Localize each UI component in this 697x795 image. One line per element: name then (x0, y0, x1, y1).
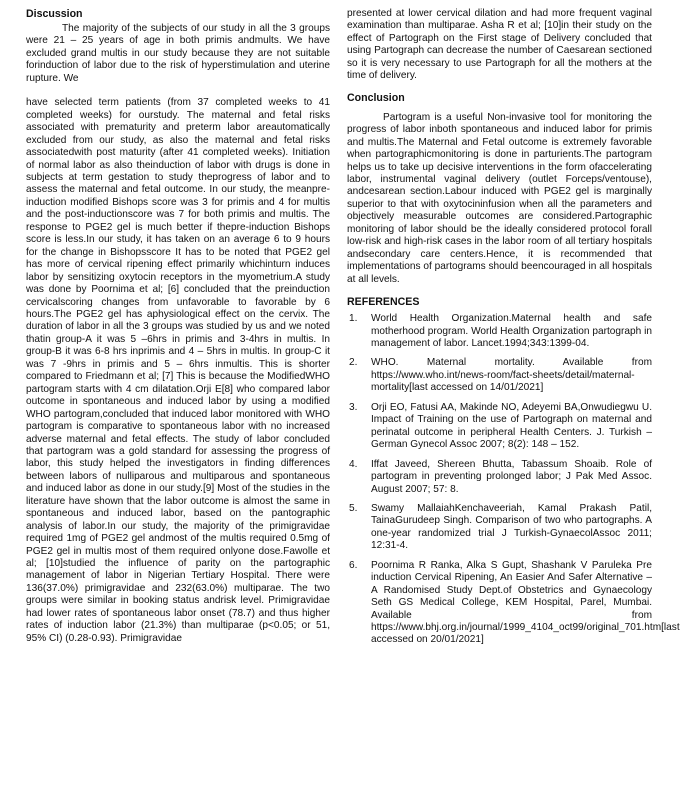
conclusion-heading: Conclusion (347, 91, 405, 104)
reference-item (347, 357, 652, 394)
reference-number: 5. (349, 502, 358, 514)
right-column (347, 8, 680, 654)
conclusion-paragraph: Partogram is a useful Non-invasive tool for monitoring the progress of labor inboth spontaneous and induced labor for primis and multis.The Maternal and Fetal outcome is extremely favorable when partographicmonitoring is done in parturients.The partogram helps us to take up decisive interventions in the form ofaccelerating labor, instrumental vaginal delivery (outlet Forceps/ventouse), andcesarean section.Labour induced with PGE2 gel is marginally superior to that with oxytocininfusion when all the parameters and objectively measurable outcomes are considered.Partographic monitoring of labor should be the ideally considered protocol forall low-risk and high-risk cases in the labor room of all tertiary hospitals andsecondary care centers.Hence, it is recommended that implementations of partograms should beencouraged in all hospitals at all levels. (347, 111, 655, 285)
discussion-paragraph-1: The majority of the subjects of our study in all the 3 groups were 21 – 25 years of age in both primis andmults. We have excluded grand multis in our study because they are not suitable forinduction of labor due to the risk of hyperstimulation and uterine rupture. We (26, 23, 333, 84)
reference-item (347, 459, 652, 496)
reference-number: 6. (349, 559, 358, 571)
discussion-paragraph-2: have selected term patients (from 37 completed weeks to 41 completed weeks) for ourstudy. The maternal and fetal risks associated with prematurity and preterm labor areautomatically excluded from our study, as also the maternal and fetal risks associatedwith post maturity (after 41 completed weeks). Initiation of normal labor as also theinduction of labor with drugs is done in subjects at term gestation to study theprogress of labor and to assess the maternal and fetal outcome. In our study, the meanpre-induction modified Bishops score was 3 for primis and 4 for multis and the post-inductionscore was 7 for both primis and multis. The response to PGE2 gel is much better if thepre-induction Bishops score is less.In our study, it has taken on an average 6 to 9 hours for the change in Bishopsscore It has to be noted that PGE2 gel has more of cervical ripening effect primarily whichinturn induces labor by sensitizing oxytocin receptors in the myometrium.A study was done by Poornima et al; [6] concluded that the preinduction cervicalscoring changes from unfavorable to favorable by 6 hours.The PGE2 gel has aphysiological effect on the cervix. The duration of labor in all the 3 groups was studied by us and we noted thatin group-A it was 5 –6hrs in primis and 3-4hrs in multis. In group-B it was 6-8 hrs inprimis and 4 – 5hrs in multis. In group-C it was 7 -9hrs in primis and 5 – 6hrs inmultis. This is shorter compared to Friedmann et al; [7] This is because the ModifiedWHO partogram starts with 4 cm dilatation.Orji E[8] who compared labor outcome in spontaneous and induced labor by using a modified WHO partogram,concluded that induced labor monitored with WHO partogram is comparative to spontaneous labor with no increased adverse maternal and fetal effects. The study of labor concluded that partogram was a gold standard for assessing the progress of labor, this study helped the investigators in finding differences between labors of nulliparous and multiparous and spontaneous and induced labor as done in our study.[9] Most of the studies in the literature have shown that the labor outcome is almost the same in spontaneous and induced labor, based on the pantographic analysis of labor.In our study, the majority of the primigravidae required 1mg of PGE2 gel andmost of the multis required 0.5mg of PGE2 gel in multis most of them required onlyone dose.Fawolle et al; [10]studied the influence of parity on the partographic management of labor in Nigerian Tertiary Hospital. There were 136(37.0%) primigravidae and 232(63.0%) multiparae. The two groups were similar in booking status andrisk level. Primigravidae had lower rates of spontaneous labor onset (78.7) and thus higher rates of induction labor (21.3%) than multiparae (p<0.05; or 51, 95% CI) (0.28-0.93). Primigravidae (26, 97, 333, 644)
reference-item (347, 313, 652, 350)
discussion-paragraph-3: presented at lower cervical dilation and had more frequent vaginal examination than multiparae. Asha R et al; [10]in their study on the effect of Partograph on the First stage of Delivery concluded that using Partograph can decrease the number of Caesarean sectioned so it is very necessary to use Partograph for all the mothers at the time of delivery. (347, 8, 655, 82)
reference-text: Iffat Javeed, Shereen Bhutta, Tabassum Shoaib. Role of partogram in preventing prolonged labor; J Pak Med Assoc. August 2007; 57: 8. (371, 458, 652, 495)
reference-number: 1. (349, 313, 358, 325)
reference-text: Poornima R Ranka, Alka S Gupt, Shashank V Paruleka Pre induction Cervical Ripening, An Easier And Safer Alternative – A Randomised Study Dept.of Obstetrics and Gynaecology Seth GS Medical College, KEM Hospital, Parel, Mumbai. Available from https://www.bhj.org.in/journal/1999_4104_oct99/original_701.htm[last accessed on 20/01/2021] (371, 559, 680, 646)
left-column (26, 8, 333, 645)
reference-number: 2. (349, 357, 358, 369)
reference-number: 3. (349, 401, 358, 413)
reference-number: 4. (349, 458, 358, 470)
reference-text: WHO. Maternal mortality. Available from https://www.who.int/news-room/fact-sheets/detail/maternal-mortality[last accessed on 14/01/2021] (371, 357, 652, 394)
reference-item (347, 402, 652, 452)
reference-item (347, 559, 680, 647)
reference-text: Swamy MallaiahKenchaveeriah, Kamal Prakash Patil, TainaGurudeep Singh. Comparison of two who partographs. A one-year randomized trial J Turkish-GynaecolAssoc 2011; 12:31-4. (371, 502, 652, 552)
reference-text: World Health Organization.Maternal health and safe motherhood program. World Health Organization partograph in management of labor. Lancet.1994;343:1399-04. (371, 313, 652, 349)
reference-item (347, 503, 652, 553)
references-heading: REFERENCES (347, 296, 420, 309)
references-list (347, 313, 680, 647)
reference-text: Orji EO, Fatusi AA, Makinde NO, Adeyemi BA,Onwudiegwu U. Impact of Training on the use of Partograph on maternal and perinatal outcome in peripheral Health Centers. J. Turkish – German Gynecol Assoc 2007; 8(2): 148 – 152. (371, 401, 652, 451)
discussion-heading: Discussion (26, 8, 83, 20)
